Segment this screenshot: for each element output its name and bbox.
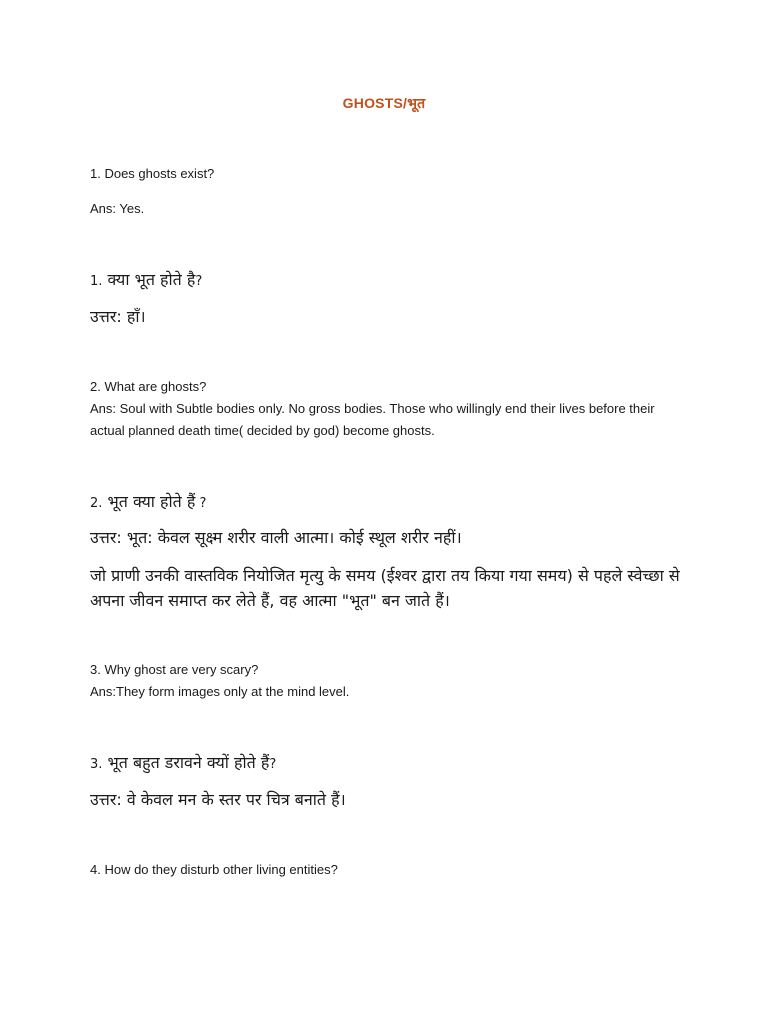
q2-hi-question (90, 489, 680, 516)
q1-en-answer: Ans: Yes. (90, 201, 145, 216)
q4-en-question: 4. How do they disturb other living entities? (90, 862, 338, 877)
document-title: GHOSTS/भूत (342, 95, 426, 111)
q1-hi-question-mark: ? (195, 274, 203, 289)
q2-hi-answer-line1: उत्तर: भूत: केवल सूक्ष्म शरीर वाली आत्मा। कोई स्थूल शरीर नहीं। (90, 528, 462, 547)
q3-hi-answer: उत्तर: वे केवल मन के स्तर पर चित्र बनाते हैं। (90, 790, 346, 809)
q3-hi-number: 3. (90, 757, 103, 772)
q1-hi-number: 1. (90, 274, 103, 289)
q2-hi-answer-paragraph: जो प्राणी उनकी वास्तविक नियोजित मृत्यु के समय (ईश्वर द्वारा तय किया गया समय) से पहले स्वेच्छा से अपना जीवन समाप्त कर लेते हैं, वह आत्मा "भूत" बन जाते हैं। (90, 566, 680, 610)
q2-hi-question-text: भूत क्या होते हैं (107, 492, 196, 511)
q2-hi-question-mark: ? (195, 496, 207, 511)
q1-en-question: 1. Does ghosts exist? (90, 166, 215, 181)
q2-en-question: 2. What are ghosts? (90, 379, 207, 394)
q1-hi-question-text: क्या भूत होते है (107, 270, 196, 289)
q3-en-answer: Ans:They form images only at the mind level. (90, 684, 350, 699)
q2-en-answer: Ans: Soul with Subtle bodies only. No gross bodies. Those who willingly end their lives before their actual planned death time( decided by god) become ghosts. (90, 401, 655, 438)
q3-hi-question (90, 750, 680, 777)
q1-hi-answer: उत्तर: हाँ। (90, 307, 146, 326)
q3-hi-question-mark: ? (269, 757, 277, 772)
q3-en-question: 3. Why ghost are very scary? (90, 662, 259, 677)
q2-hi-number: 2. (90, 496, 103, 511)
q1-hi-question (90, 267, 680, 294)
q3-hi-question-text: भूत बहुत डरावने क्यों होते हैं (107, 753, 270, 772)
